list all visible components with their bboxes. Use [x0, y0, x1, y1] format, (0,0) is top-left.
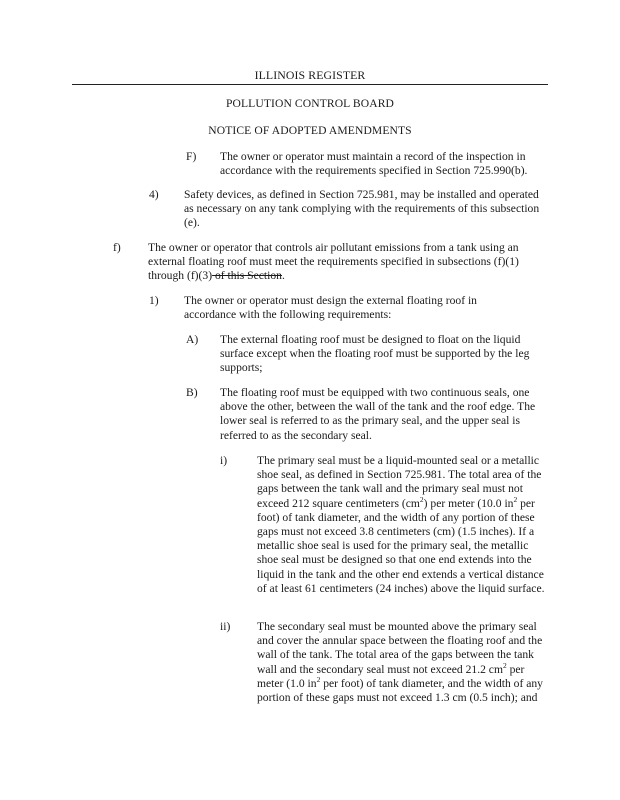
item-label-F: F) [186, 150, 197, 163]
item-label-B: B) [186, 386, 198, 399]
item-text-F: The owner or operator must maintain a record of the inspection in accordance with the requirements specified in Section 725.990(b). [220, 150, 528, 178]
item-text-i-b: ) per meter (10.0 in [423, 496, 514, 510]
item-text-f-end: . [281, 269, 285, 283]
item-text-1: The owner or operator must design the external floating roof in accordance with the following requirements: [184, 294, 477, 322]
superscript-2: 2 [316, 674, 321, 684]
item-text-ii-b: per meter (1.0 in [257, 662, 525, 690]
item-text-i [257, 454, 550, 596]
item-text-4: Safety devices, as defined in Section 725.981, may be installed and operated as necessary on any tank complying with the requirements of this subsection (e). [184, 188, 540, 230]
item-label-4: 4) [149, 188, 159, 201]
item-text-ii-a: The secondary seal must be mounted above the primary seal and cover the annular space between the floating roof and the wall of the tank. The total area of the gaps between the tank wall and the secondary seal must not exceed 21.2 cm [257, 620, 543, 676]
item-text-f [148, 241, 552, 284]
superscript-2: 2 [513, 494, 518, 504]
item-label-f: f) [113, 241, 121, 254]
item-text-f-main: The owner or operator that controls air pollutant emissions from a tank using an external floating roof must meet the requirements specified in subsections (f)(1) through (f)(3) [148, 241, 519, 283]
notice-title: NOTICE OF ADOPTED AMENDMENTS [208, 124, 412, 137]
item-text-i-a: The primary seal must be a liquid-mounted seal or a metallic shoe seal, as defined in Section 725.981. The total area of the gaps between the tank wall and the primary seal must not exceed 212 square centimeters (cm [257, 454, 542, 510]
item-text-ii-c: per foot) of tank diameter, and the width of any portion of these gaps must not exceed 1.3 cm (0.5 inch); and [257, 676, 543, 705]
item-text-B: The floating roof must be equipped with two continuous seals, one above the other, between the wall of the tank and the roof edge. The lower seal is referred to as the primary seal, and the upper seal is referred to as the secondary seal. [220, 386, 536, 442]
superscript-2: 2 [419, 494, 424, 504]
item-label-i: i) [220, 454, 228, 467]
item-label-1: 1) [149, 294, 159, 307]
item-label-ii: ii) [220, 620, 231, 633]
register-title: ILLINOIS REGISTER [254, 68, 366, 82]
item-text-A: The external floating roof must be designed to float on the liquid surface except when the floating roof must be supported by the leg supports; [220, 333, 530, 375]
board-name: POLLUTION CONTROL BOARD [225, 97, 395, 110]
item-text-i-c: per foot) of tank diameter, and the width of any portion of these gaps must not exceed 3.8 centimeters (cm) (1.5 inches). If a metallic shoe seal is used for the primary seal, the metallic shoe seal must be designed so that one end extends into the liquid in the tank and the other end extends a vertical distance of at least 61 centimeters (24 inches) above the liquid surface. [257, 496, 545, 595]
deleted-text: of this Section [212, 269, 282, 283]
item-label-A: A) [186, 333, 199, 346]
item-text-ii [257, 620, 550, 705]
header-rule [72, 84, 548, 85]
superscript-2: 2 [502, 660, 507, 670]
